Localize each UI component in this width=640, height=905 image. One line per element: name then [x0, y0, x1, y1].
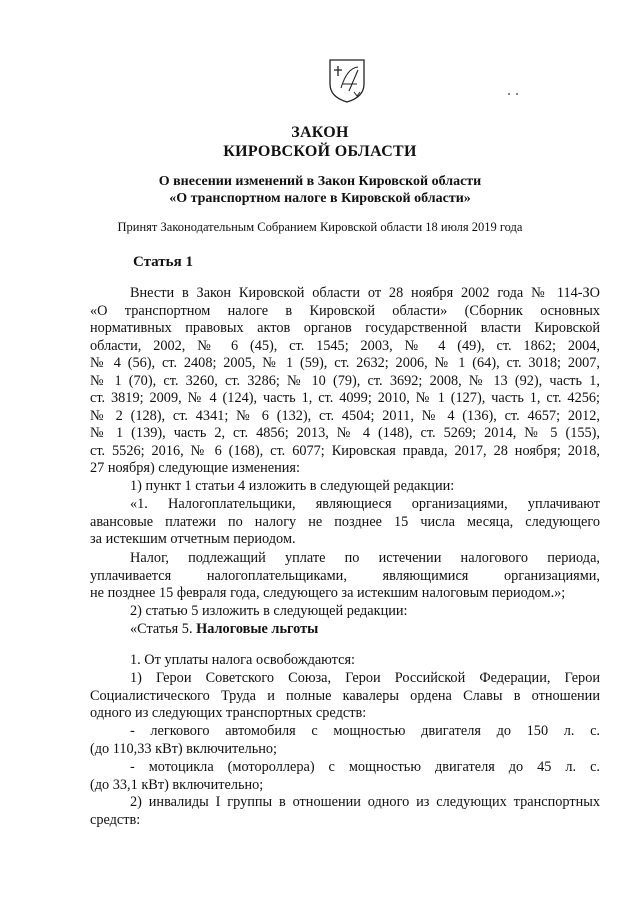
- text-line: № 2 (128), ст. 4341; № 6 (132), ст. 4504; 2011, № 4 (136), ст. 4657; 2012,: [90, 407, 600, 424]
- text-line: не позднее 15 февраля года, следующего за истекшим налоговым периодом.»;: [90, 585, 566, 601]
- text-line: 27 ноября) следующие изменения:: [90, 460, 300, 476]
- quote-paragraph-1: [90, 496, 600, 549]
- text-line: за истекшим отчетным периодом.: [90, 531, 296, 547]
- text-line: Налог, подлежащий уплате по истечении налогового периода,: [130, 550, 600, 566]
- adoption-note: Принят Законодательным Собранием Кировской области 18 июля 2019 года: [117, 220, 523, 234]
- car-item: [90, 723, 600, 758]
- article5-heading: [90, 621, 600, 639]
- law-subtitle-line1: О внесении изменений в Закон Кировской области: [158, 174, 482, 189]
- moto-item: [90, 759, 600, 794]
- law-title: ЗАКОН: [291, 124, 349, 141]
- text-line: Внести в Закон Кировской области от 28 ноября 2002 года № 114-ЗО: [130, 285, 600, 301]
- text-line: 1) Герои Советского Союза, Герои Российской Федерации, Герои: [130, 670, 600, 686]
- article5-prefix: «Статья 5.: [130, 621, 193, 637]
- text-line: (до 33,1 кВт) включительно;: [90, 776, 264, 793]
- exempt-intro: [90, 652, 600, 670]
- quote-paragraph-2: [90, 550, 600, 603]
- article5-title: Налоговые льготы: [196, 621, 319, 637]
- text-line: одного из следующих транспортных средств:: [90, 705, 367, 721]
- coat-of-arms-emblem: [327, 58, 367, 104]
- text-line: уплачивается налогоплательщиками, являющимися организациями,: [90, 567, 600, 584]
- text-line: ст. 5526; 2016, № 6 (168), ст. 6077; Кировская правда, 2017, 28 ноября; 2018,: [90, 442, 600, 459]
- intro-paragraph: [90, 285, 600, 478]
- text-line: области, 2002, № 6 (45), ст. 1545; 2003, № 4 (49), ст. 1862; 2004,: [90, 337, 600, 354]
- text-line: авансовые платежи по налогу не позднее 15 числа месяца, следующего: [90, 513, 600, 530]
- scan-speck: [516, 93, 518, 95]
- text-line: № 4 (56), ст. 2408; 2005, № 1 (59), ст. 2632; 2006, № 1 (64), ст. 3018; 2007,: [90, 355, 600, 371]
- exempt-item-2: [90, 794, 600, 829]
- text-line: нормативных правовых актов органов государственной власти Кировской: [90, 320, 600, 336]
- text-line: - легкового автомобиля с мощностью двигателя до 150 л. с.: [130, 723, 600, 739]
- text-line: ст. 3819; 2009, № 4 (124), часть 1, ст. 4099; 2010, № 1 (127), часть 1, ст. 4256;: [90, 390, 600, 406]
- text-line: № 1 (70), ст. 3260, ст. 3286; № 10 (79), ст. 3692; 2008, № 13 (92), часть 1,: [90, 372, 600, 389]
- text-line: - мотоцикла (мотороллера) с мощностью двигателя до 45 л. с.: [130, 759, 600, 775]
- item-1: [90, 478, 600, 496]
- exempt-item-1: [90, 670, 600, 723]
- text-line: 2) инвалиды I группы в отношении одного из следующих транспортных: [130, 794, 600, 810]
- scan-speck: [508, 93, 510, 95]
- text-line: «О транспортном налоге в Кировской области» (Сборник основных: [90, 302, 600, 319]
- text-line: 2) статью 5 изложить в следующей редакции:: [130, 603, 408, 619]
- law-subtitle-line2: «О транспортном налоге в Кировской области»: [169, 191, 471, 206]
- article-heading: Статья 1: [133, 254, 193, 270]
- item-2: [90, 603, 600, 621]
- text-line: средств:: [90, 811, 141, 828]
- text-line: [90, 621, 600, 639]
- text-line: (до 110,33 кВт) включительно;: [90, 740, 278, 757]
- text-line: № 1 (139), часть 2, ст. 4856; 2013, № 4 (148), ст. 5269; 2014, № 5 (155),: [90, 425, 600, 441]
- text-line: «1. Налогоплательщики, являющиеся организациями, уплачивают: [130, 496, 600, 512]
- text-line: 1. От уплаты налога освобождаются:: [130, 652, 355, 668]
- law-region: КИРОВСКОЙ ОБЛАСТИ: [223, 143, 417, 160]
- text-line: 1) пункт 1 статьи 4 изложить в следующей редакции:: [130, 478, 455, 494]
- text-line: Социалистического Труда и полные кавалеры ордена Славы в отношении: [90, 687, 600, 704]
